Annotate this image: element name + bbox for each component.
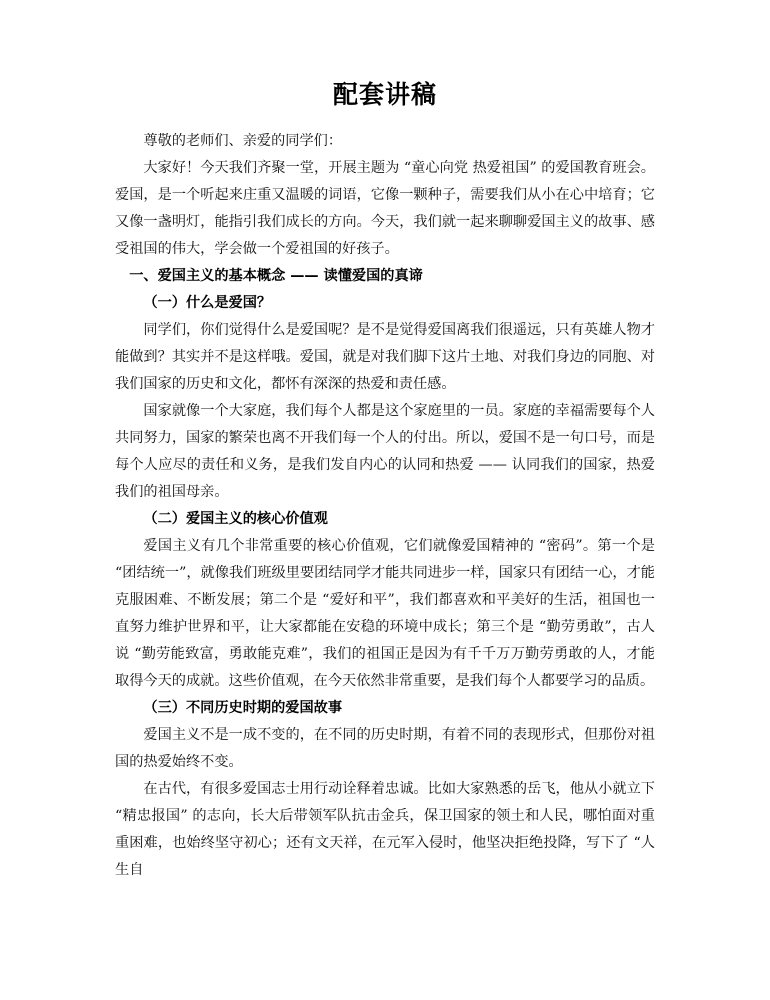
- subsection-heading-1-2: （二）爱国主义的核心价值观: [143, 511, 328, 527]
- subsection-heading-1-1: （一）什么是爱国？: [143, 295, 272, 311]
- paragraph-what-is-patriotism: 同学们，你们觉得什么是爱国呢？是不是觉得爱国离我们很遥远，只有英雄人物才能做到？其实并不是这样哦。爱国，就是对我们脚下这片土地、对我们身边的同胞、对我们国家的历史和文化，都怀有深深的热爱和责任感。: [115, 322, 655, 392]
- section-heading-one: 一、爱国主义的基本概念 —— 读懂爱国的真谛: [129, 268, 423, 284]
- paragraph-historical-intro: 爱国主义不是一成不变的，在不同的历史时期，有着不同的表现形式，但那份对祖国的热爱始终不变。: [115, 727, 655, 770]
- paragraph-nation-as-family: 国家就像一个大家庭，我们每个人都是这个家庭里的一员。家庭的幸福需要每个人共同努力，国家的繁荣也离不开我们每一个人的付出。所以，爱国不是一句口号，而是每个人应尽的责任和义务，是我们发自内心的认同和热爱 —— 认同我们的国家，热爱我们的祖国母亲。: [115, 403, 655, 500]
- paragraph-core-values: 爱国主义有几个非常重要的核心价值观，它们就像爱国精神的 “密码”。第一个是 “团结统一”，就像我们班级里要团结同学才能共同进步一样，国家只有团结一心，才能克服困难、不断发展；第二个是 “爱好和平”，我们都喜欢和平美好的生活，祖国也一直努力维护世界和平，让大家都能在安稳的环境中成长；第三个是 “勤劳勇敢”，古人说 “勤劳能致富，勇敢能克难”，我们的祖国正是因为有千千万万勤劳勇敢的人，才能取得今天的成就。这些价值观，在今天依然非常重要，是我们每个人都要学习的品质。: [115, 538, 655, 689]
- paragraph-opening: 大家好！今天我们齐聚一堂，开展主题为 “童心向党 热爱祖国” 的爱国教育班会。爱国，是一个听起来庄重又温暖的词语，它像一颗种子，需要我们从小在心中培育；它又像一盏明灯，能指引我们成长的方向。今天，我们就一起来聊聊爱国主义的故事、感受祖国的伟大，学会做一个爱祖国的好孩子。: [115, 160, 655, 257]
- document-body: [0, 112, 770, 884]
- page-title: 配套讲稿: [332, 80, 437, 109]
- subsection-heading-1-3: （三）不同历史时期的爱国故事: [143, 700, 343, 716]
- paragraph-ancient-heroes: 在古代，有很多爱国志士用行动诠释着忠诚。比如大家熟悉的岳飞，他从小就立下 “精忠报国” 的志向，长大后带领军队抗击金兵，保卫国家的领土和人民，哪怕面对重重困难，也始终坚守初心；还有文天祥，在元军入侵时，他坚决拒绝投降，写下了 “人生自: [115, 781, 655, 878]
- paragraph-salutation: 尊敬的老师们、亲爱的同学们：: [143, 133, 343, 149]
